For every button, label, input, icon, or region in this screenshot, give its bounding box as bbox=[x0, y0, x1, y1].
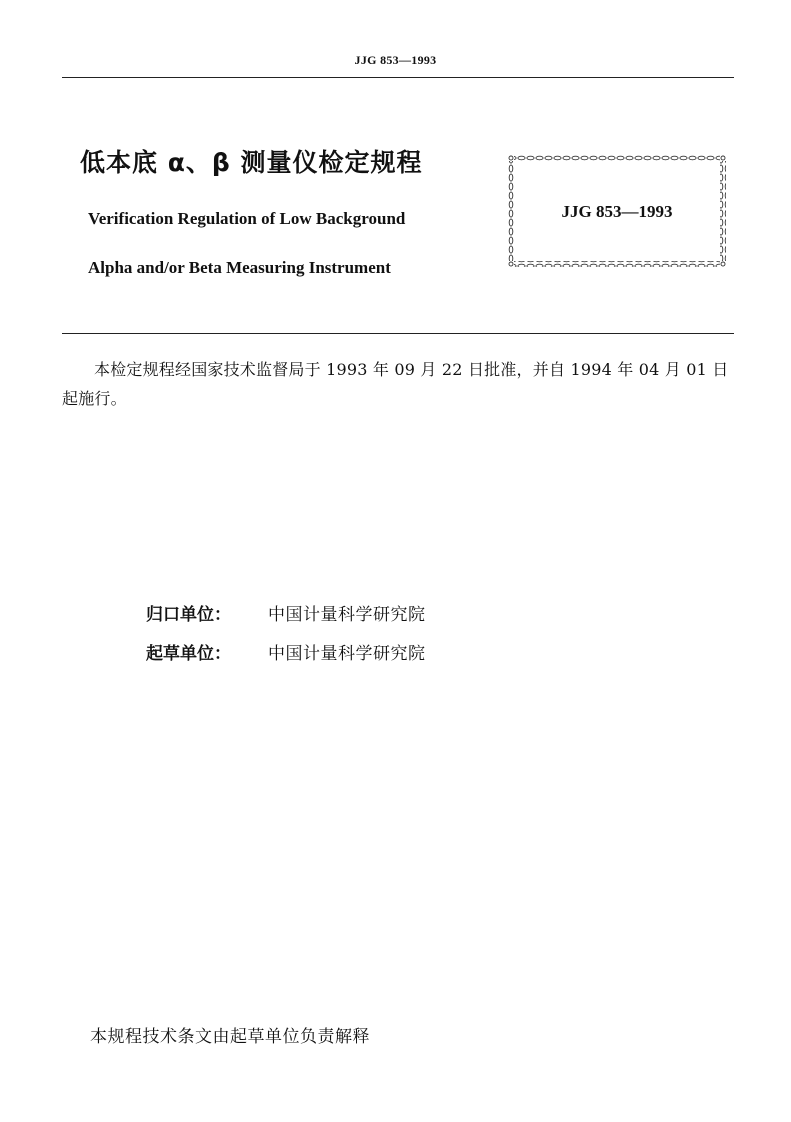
english-title-line-1: Verification Regulation of Low Background bbox=[88, 209, 406, 228]
drafting-unit-row bbox=[146, 639, 426, 664]
approval-statement: 本检定规程经国家技术监督局于 1993 年 09 月 22 日批准，并自 1994 年 04 月 01 日起施行。 bbox=[62, 360, 729, 408]
header-standard-code: JJG 853—1993 bbox=[354, 53, 437, 67]
boxed-standard-code: JJG 853—1993 bbox=[561, 202, 673, 221]
drafting-unit-label: 起草单位： bbox=[146, 644, 231, 664]
drafting-unit-value: 中国计量科学研究院 bbox=[268, 644, 426, 664]
responsible-unit-label: 归口单位： bbox=[146, 605, 231, 625]
standard-code-box bbox=[508, 155, 726, 267]
chinese-title: 低本底 α、β 测量仪检定规程 bbox=[80, 148, 423, 177]
responsible-unit-row bbox=[146, 600, 426, 625]
interpretation-note: 本规程技术条文由起草单位负责解释 bbox=[90, 1027, 370, 1047]
middle-divider bbox=[62, 333, 734, 334]
responsible-unit-value: 中国计量科学研究院 bbox=[268, 605, 426, 625]
top-divider bbox=[62, 77, 734, 78]
english-title-line-2: Alpha and/or Beta Measuring Instrument bbox=[88, 258, 391, 277]
